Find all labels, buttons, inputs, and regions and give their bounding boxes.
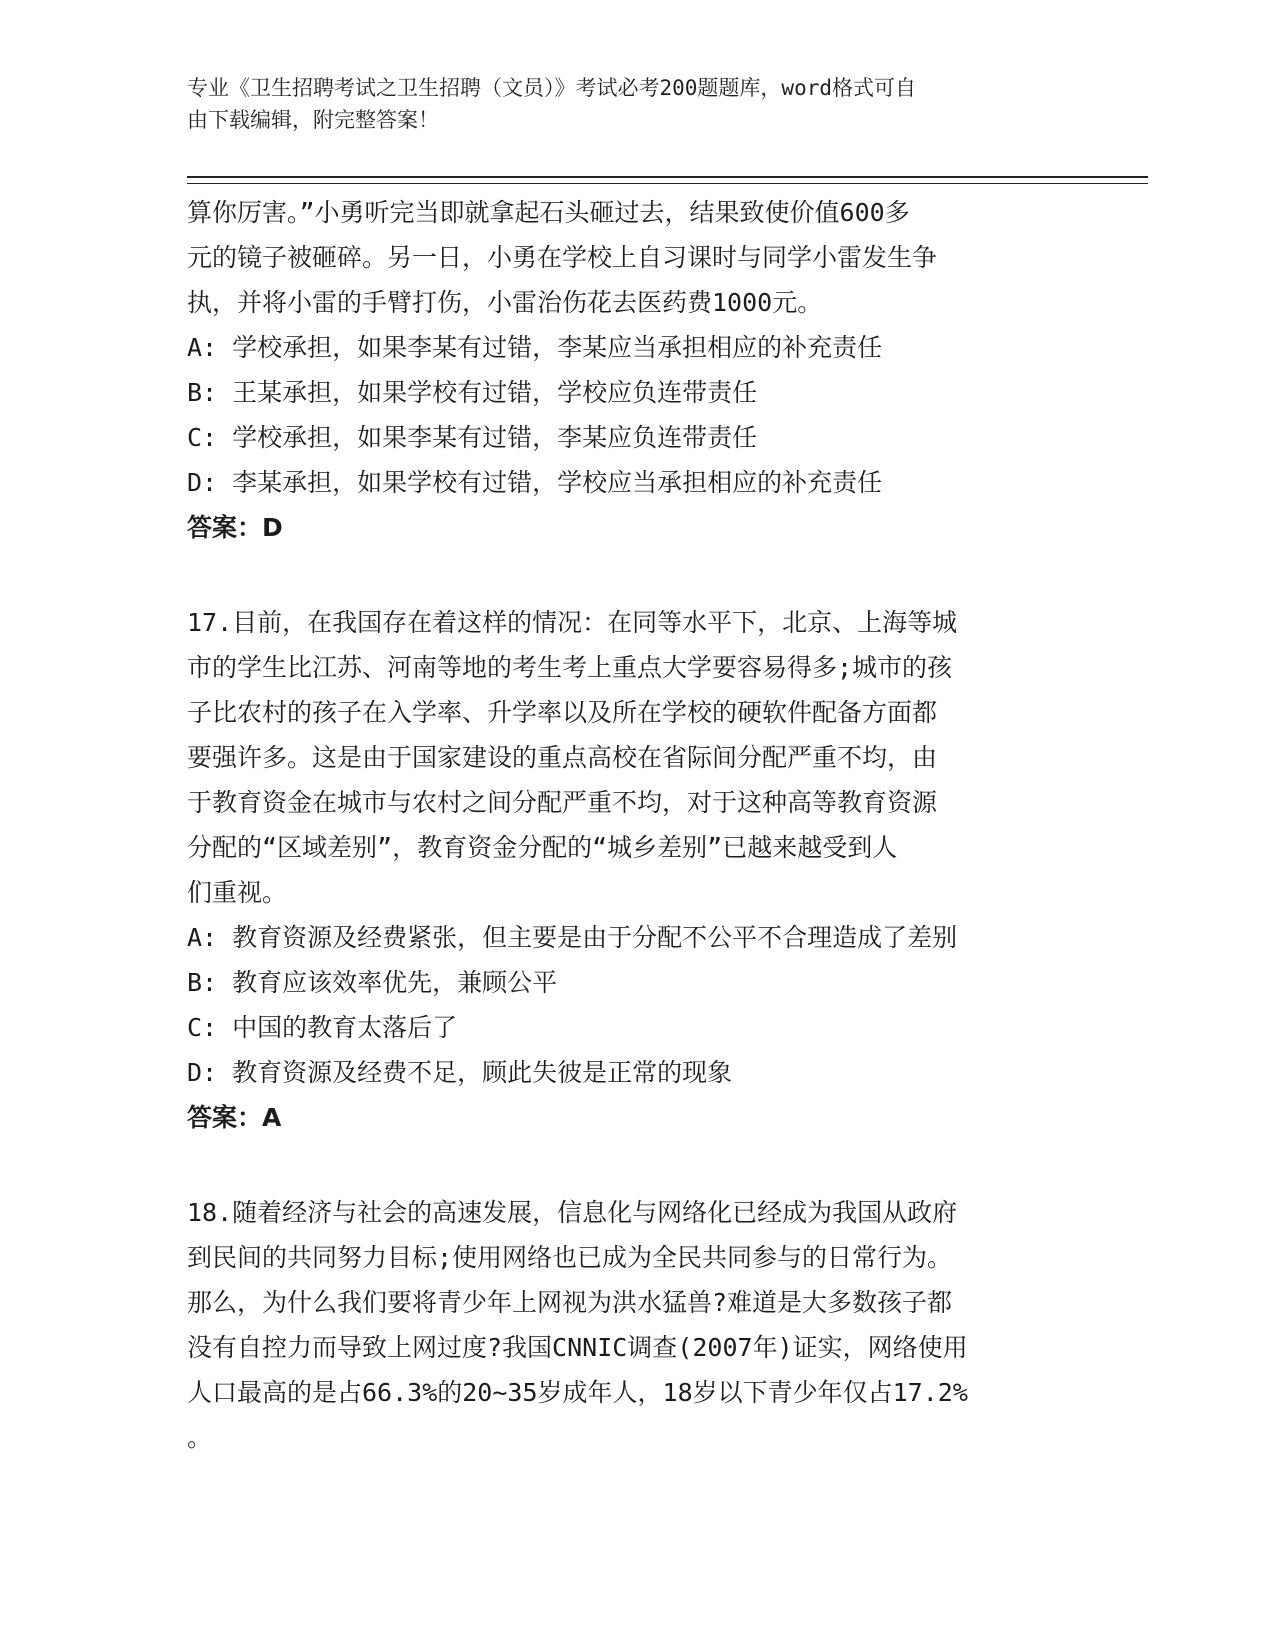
question-text-line: 那么，为什么我们要将青少年上网视为洪水猛兽?难道是大多数孩子都 xyxy=(187,1288,953,1317)
option-b: B: 教育应该效率优先，兼顾公平 xyxy=(187,968,558,997)
option-c: C: 中国的教育太落后了 xyxy=(187,1013,458,1042)
option-d: D: 李某承担，如果学校有过错，学校应当承担相应的补充责任 xyxy=(187,468,883,497)
option-a: A: 学校承担，如果李某有过错，李某应当承担相应的补充责任 xyxy=(187,333,883,362)
header-rule-thin xyxy=(187,183,1148,184)
question-16 xyxy=(187,190,1087,550)
question-text-line: 元的镜子被砸碎。另一日，小勇在学校上自习课时与同学小雷发生争 xyxy=(187,243,938,272)
question-text-line: 市的学生比江苏、河南等地的考生考上重点大学要容易得多;城市的孩 xyxy=(187,653,953,682)
question-text-line: 17.目前，在我国存在着这样的情况：在同等水平下，北京、上海等城 xyxy=(187,608,958,637)
question-text-line: 到民间的共同努力目标;使用网络也已成为全民共同参与的日常行为。 xyxy=(187,1243,953,1272)
question-text-line: 子比农村的孩子在入学率、升学率以及所在学校的硬软件配备方面都 xyxy=(187,698,938,727)
header-rule-thick xyxy=(187,176,1148,178)
header-title-line-2: 由下载编辑，附完整答案！ xyxy=(187,108,439,132)
question-text-line: 们重视。 xyxy=(187,878,288,907)
option-a: A: 教育资源及经费紧张，但主要是由于分配不公平不合理造成了差别 xyxy=(187,923,958,952)
question-text-line: 。 xyxy=(187,1423,213,1452)
question-spacer xyxy=(187,1140,1087,1190)
answer-label: 答案：A xyxy=(187,1103,282,1132)
question-17 xyxy=(187,600,1087,1140)
option-b: B: 王某承担，如果学校有过错，学校应负连带责任 xyxy=(187,378,758,407)
question-spacer xyxy=(187,550,1087,600)
question-18 xyxy=(187,1190,1087,1460)
option-c: C: 学校承担，如果李某有过错，李某应负连带责任 xyxy=(187,423,758,452)
question-text-line: 算你厉害。”小勇听完当即就拿起石头砸过去，结果致使价值600多 xyxy=(187,198,910,227)
document-body xyxy=(187,190,1087,1460)
option-d: D: 教育资源及经费不足，顾此失彼是正常的现象 xyxy=(187,1058,733,1087)
question-text-line: 执，并将小雷的手臂打伤，小雷治伤花去医药费1000元。 xyxy=(187,288,823,317)
answer-label: 答案：D xyxy=(187,513,283,542)
question-text-line: 于教育资金在城市与农村之间分配严重不均，对于这种高等教育资源 xyxy=(187,788,938,817)
header-title-line-1: 专业《卫生招聘考试之卫生招聘（文员）》考试必考200题题库，word格式可自 xyxy=(187,76,916,100)
question-text-line: 分配的“区域差别”，教育资金分配的“城乡差别”已越来越受到人 xyxy=(187,833,898,862)
document-header xyxy=(187,72,1067,136)
question-text-line: 要强许多。这是由于国家建设的重点高校在省际间分配严重不均，由 xyxy=(187,743,938,772)
question-text-line: 18.随着经济与社会的高速发展，信息化与网络化已经成为我国从政府 xyxy=(187,1198,958,1227)
question-text-line: 人口最高的是占66.3%的20~35岁成年人，18岁以下青少年仅占17.2% xyxy=(187,1378,968,1407)
question-text-line: 没有自控力而导致上网过度?我国CNNIC调查(2007年)证实，网络使用 xyxy=(187,1333,968,1362)
